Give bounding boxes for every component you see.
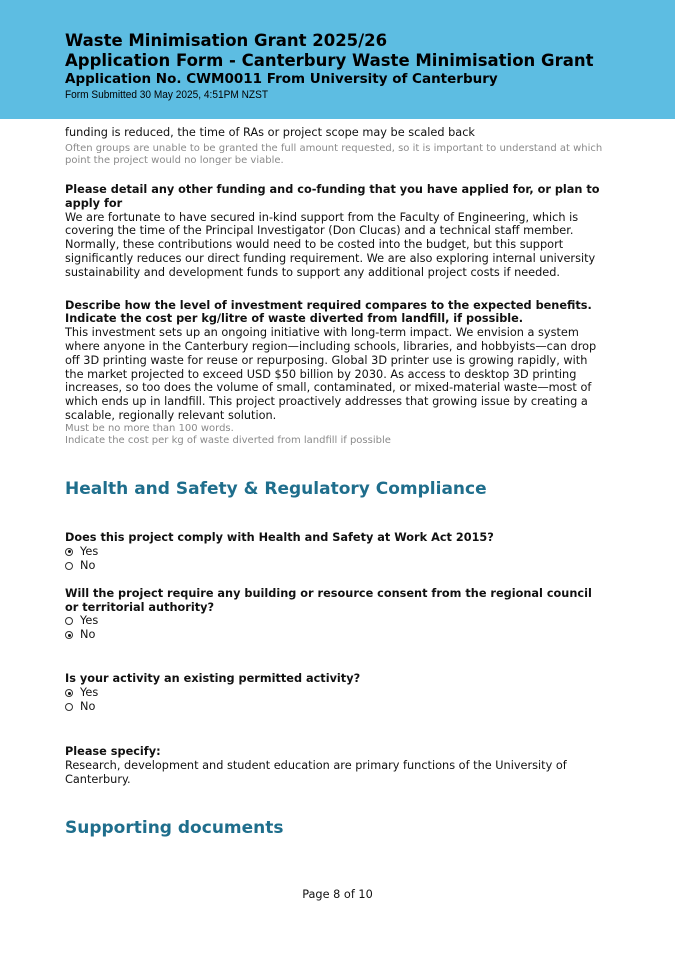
other-funding-question: Please detail any other funding and co-funding that you have applied for, or plan to apply for bbox=[65, 182, 600, 210]
radio-empty-icon bbox=[65, 703, 73, 711]
form-content bbox=[65, 126, 605, 839]
radio-selected-icon bbox=[65, 631, 73, 639]
permitted-option-no[interactable]: No bbox=[65, 700, 605, 714]
consent-option-yes[interactable]: Yes bbox=[65, 614, 605, 628]
radio-selected-icon bbox=[65, 689, 73, 697]
hs-act-option-no[interactable]: No bbox=[65, 559, 605, 573]
consent-question: Will the project require any building or resource consent from the regional council or territorial authority? bbox=[65, 586, 592, 614]
specify-answer: Research, development and student education are primary functions of the University of Canterbury. bbox=[65, 758, 567, 786]
form-header bbox=[0, 0, 675, 119]
radio-selected-icon bbox=[65, 548, 73, 556]
other-funding-answer: We are fortunate to have secured in-kind support from the Faculty of Engineering, which is covering the time of the Principal Investigator (Don Clucas) and a technical staff member. Normally, these contributions would need to be costed into the budget, but this support significantly reduces our direct funding requirement. We are also exploring internal university sustainability and development funds to support any additional project costs if needed. bbox=[65, 210, 596, 279]
permitted-option-yes[interactable]: Yes bbox=[65, 686, 605, 700]
funding-reduction-hint: Often groups are unable to be granted the full amount requested, so it is important to understand at which point the project would no longer be viable. bbox=[65, 142, 603, 167]
submitted-date: Form Submitted 30 May 2025, 4:51PM NZST bbox=[65, 89, 269, 101]
hs-act-option-yes[interactable]: Yes bbox=[65, 545, 605, 559]
hs-act-question: Does this project comply with Health and Safety at Work Act 2015? bbox=[65, 530, 494, 544]
section-heading-supporting-documents: Supporting documents bbox=[65, 817, 284, 838]
application-number: Application No. CWM0011 From University of Canterbury bbox=[65, 71, 498, 87]
specify-question: Please specify: bbox=[65, 745, 161, 759]
radio-empty-icon bbox=[65, 617, 73, 625]
permitted-activity-question: Is your activity an existing permitted activity? bbox=[65, 672, 361, 686]
radio-empty-icon bbox=[65, 562, 73, 570]
investment-answer: This investment sets up an ongoing initiative with long-term impact. We envision a system where anyone in the Canterbury region—including schools, libraries, and hobbyists—can drop off 3D printing waste for reuse or repurposing. Global 3D printer use is growing rapidly, with the market projected to exceed USD $50 billion by 2030. As access to desktop 3D printing increases, so too does the volume of small, contaminated, or mixed-material waste—most of which ends up in landfill. This project proactively addresses that growing issue by creating a scalable, regionally relevant solution. bbox=[65, 326, 597, 422]
grant-title: Waste Minimisation Grant 2025/26 bbox=[65, 31, 388, 50]
page-number: Page 8 of 10 bbox=[302, 888, 373, 901]
funding-reduction-answer: funding is reduced, the time of RAs or project scope may be scaled back bbox=[65, 126, 475, 139]
consent-option-no[interactable]: No bbox=[65, 628, 605, 642]
investment-question: Describe how the level of investment required compares to the expected benefits. Indicate the cost per kg/litre of waste diverted from landfill, if possible. bbox=[65, 298, 592, 326]
investment-hint-words: Must be no more than 100 words. bbox=[65, 422, 234, 434]
section-heading-health-safety: Health and Safety & Regulatory Compliance bbox=[65, 478, 487, 499]
form-title: Application Form - Canterbury Waste Minimisation Grant bbox=[65, 51, 594, 70]
investment-hint-cost: Indicate the cost per kg of waste diverted from landfill if possible bbox=[65, 435, 391, 447]
